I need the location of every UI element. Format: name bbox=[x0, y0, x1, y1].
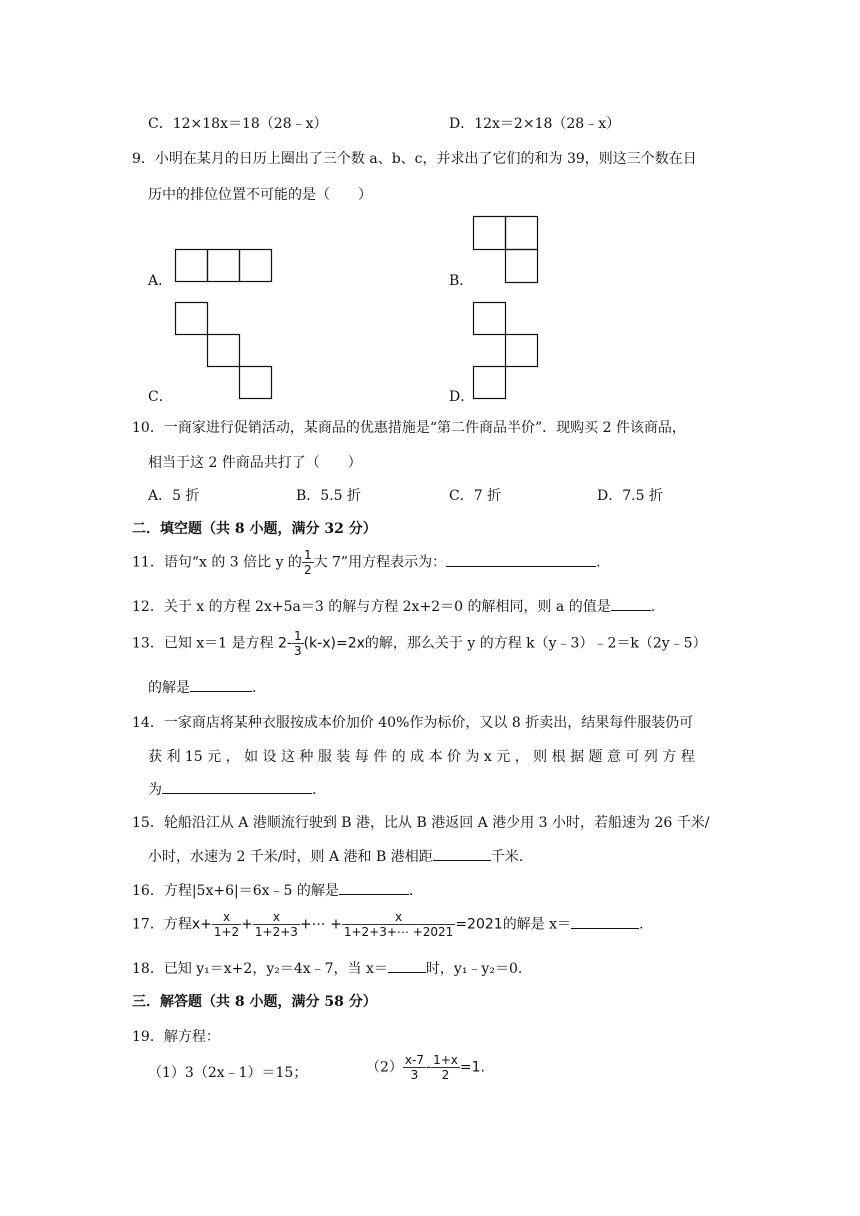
q13-frac-num: 1 bbox=[293, 629, 302, 643]
q15-answer-blank[interactable] bbox=[433, 846, 491, 861]
q13-eq-a: 2- bbox=[277, 635, 292, 652]
q8-option-c: C．12×18x＝18（28﹣x） bbox=[148, 116, 328, 132]
q16-answer-blank[interactable] bbox=[339, 880, 409, 895]
q14-answer-blank[interactable] bbox=[162, 779, 312, 794]
q17-line: 17．方程x+ $\frac{x}{1+2}$ + $\frac{x}{1+2+3}$ +⋯ + $\frac{x}{1+2+3+\cdots +2021}$ =2021的解是 x＝ . bbox=[132, 910, 644, 939]
q11-text-post: 大 7”用方程表示为： bbox=[313, 554, 447, 571]
q15-text-line1: 15．轮船沿江从 A 港顺流行驶到 B 港，比从 B 港返回 A 港少用 3 小时，若船速为 26 千米/ bbox=[132, 815, 710, 831]
q17-fraction-2 bbox=[253, 910, 300, 939]
q19-fraction-2 bbox=[431, 1053, 460, 1082]
q12-answer-blank[interactable] bbox=[611, 596, 651, 611]
q14-text-line3: 为 bbox=[148, 782, 162, 798]
q8-option-d: D．12x＝2×18（28﹣x） bbox=[449, 116, 621, 132]
q17-frac3-num: x bbox=[342, 910, 455, 925]
q11-answer-blank[interactable] bbox=[446, 552, 596, 567]
q11-fraction bbox=[302, 548, 314, 577]
q9-figure-b bbox=[473, 216, 539, 284]
q10-option-a: A．5 折 bbox=[148, 488, 200, 504]
q12-text: 12．关于 x 的方程 2x+5a＝3 的解与方程 2x+2＝0 的解相同，则 a 的值是 bbox=[132, 599, 611, 615]
section-3-heading: 三．解答题（共 8 小题，满分 58 分） bbox=[132, 994, 377, 1010]
q12-line: 12．关于 x 的方程 2x+5a＝3 的解与方程 2x+2＝0 的解相同，则 a 的值是 . bbox=[132, 596, 655, 616]
q10-text-line2: 相当于这 2 件商品共打了（ ） bbox=[148, 455, 362, 471]
q19-part2-label: （2） bbox=[366, 1059, 403, 1076]
q17-text-pre: 17．方程 bbox=[132, 916, 192, 933]
q13-text-line2: 的解是 bbox=[148, 680, 190, 696]
q13-line2: 的解是 . bbox=[148, 677, 256, 697]
q17-frac3-den: 1+2+3+⋯ +2021 bbox=[343, 925, 454, 939]
q17-answer-blank[interactable] bbox=[571, 914, 639, 929]
q19-part2 bbox=[366, 1053, 485, 1082]
q17-rhs: =2021 bbox=[455, 916, 503, 933]
section-2-heading: 二．填空题（共 8 小题，满分 32 分） bbox=[132, 521, 377, 537]
q10-option-b: B．5.5 折 bbox=[296, 488, 362, 504]
q17-fraction-1 bbox=[212, 910, 241, 939]
q19-rhs: =1. bbox=[459, 1059, 485, 1076]
q17-fraction-3 bbox=[342, 910, 455, 939]
q19-frac2-den: 2 bbox=[441, 1068, 450, 1082]
q19-minus: - bbox=[426, 1059, 432, 1076]
q17-term0: x+ bbox=[191, 916, 212, 933]
q18-text-post: 时，y₁﹣y₂＝0. bbox=[425, 961, 523, 977]
q18-line bbox=[132, 958, 522, 978]
q9-text-line1: 9．小明在某月的日历上圈出了三个数 a、b、c，并求出了它们的和为 39，则这三个数在日 bbox=[132, 151, 697, 167]
q13-line1 bbox=[132, 629, 707, 658]
q17-plus: + bbox=[241, 916, 253, 933]
q17-dots: +⋯ + bbox=[299, 916, 342, 933]
q19-frac2-num: 1+x bbox=[433, 1053, 458, 1067]
q9-figure-a bbox=[175, 249, 275, 283]
q9-label-d: D． bbox=[449, 389, 475, 405]
q13-text-post: 的解，那么关于 y 的方程 k（y﹣3）﹣2＝k（2y﹣5） bbox=[364, 635, 707, 652]
q15-line2 bbox=[148, 846, 523, 866]
q19-fraction-1 bbox=[403, 1053, 426, 1082]
q19-title: 19．解方程： bbox=[132, 1029, 220, 1045]
q11-line bbox=[132, 548, 601, 577]
q9-figure-d bbox=[473, 302, 539, 400]
q13-answer-blank[interactable] bbox=[190, 677, 252, 692]
q14-text-line1: 14．一家商店将某种衣服按成本价加价 40%作为标价，又以 8 折卖出，结果每件服装仍可 bbox=[132, 715, 694, 731]
q11-frac-den: 2 bbox=[303, 563, 312, 577]
q15-text-line2a: 小时，水速为 2 千米/时，则 A 港和 B 港相距 bbox=[148, 849, 433, 865]
q14-line3: 为 . bbox=[148, 779, 316, 799]
q11-text-pre: 11．语句“x 的 3 倍比 y 的 bbox=[132, 554, 302, 571]
q18-answer-blank[interactable] bbox=[388, 958, 426, 973]
q9-label-b: B． bbox=[449, 273, 474, 289]
q17-text-post: 的解是 x＝ bbox=[502, 916, 572, 933]
q15-text-line2b: 千米. bbox=[490, 849, 524, 865]
q16-text: 16．方程|5x+6|＝6x﹣5 的解是 bbox=[132, 883, 339, 899]
q9-figure-c bbox=[175, 302, 273, 400]
q14-text-line2: 获 利 15 元 ， 如 设 这 种 服 装 每 件 的 成 本 价 为 x 元 ， 则 根 据 题 意 可 列 方 程 bbox=[148, 749, 695, 765]
q9-label-c: C． bbox=[148, 389, 173, 405]
q11-text-end: . bbox=[596, 554, 601, 571]
q9-label-a: A． bbox=[148, 273, 173, 289]
q19-part1: （1）3（2x﹣1）＝15； bbox=[148, 1065, 308, 1081]
q16-line: 16．方程|5x+6|＝6x﹣5 的解是 . bbox=[132, 880, 413, 900]
q10-option-c: C．7 折 bbox=[449, 488, 502, 504]
q17-frac2-num: x bbox=[253, 910, 300, 925]
q9-text-line2: 历中的排位位置不可能的是（ ） bbox=[148, 187, 372, 203]
q13-fraction bbox=[292, 629, 304, 658]
q11-frac-num: 1 bbox=[303, 548, 312, 562]
q17-frac1-den: 1+2 bbox=[213, 925, 240, 939]
q18-text-pre: 18．已知 y₁＝x+2，y₂＝4x﹣7，当 x＝ bbox=[132, 961, 388, 977]
q17-frac1-num: x bbox=[212, 910, 241, 925]
q17-frac2-den: 1+2+3 bbox=[254, 925, 298, 939]
q10-text-line1: 10．一商家进行促销活动，某商品的优惠措施是“第二件商品半价”．现购买 2 件该商品， bbox=[132, 420, 686, 436]
q19-frac1-num: x-7 bbox=[404, 1053, 424, 1067]
q19-frac1-den: 3 bbox=[410, 1068, 419, 1082]
q10-option-d: D．7.5 折 bbox=[597, 488, 663, 504]
q13-frac-den: 3 bbox=[293, 644, 302, 658]
q13-eq-b: (k-x)=2x bbox=[303, 635, 365, 652]
q13-text-pre: 13．已知 x＝1 是方程 bbox=[132, 635, 274, 652]
